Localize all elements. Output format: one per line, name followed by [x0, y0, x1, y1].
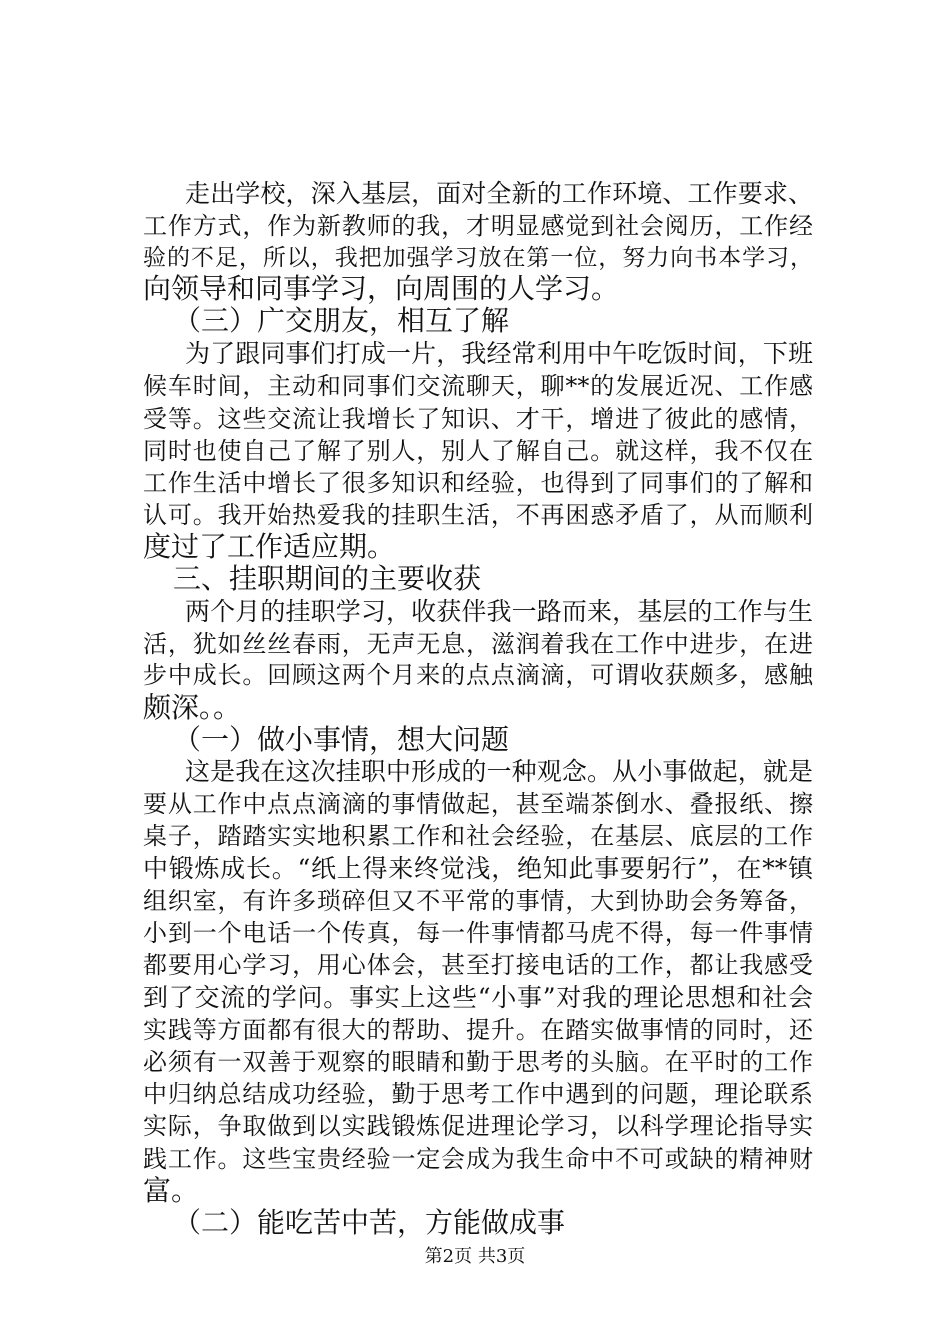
- paragraph-line: 富。: [143, 1174, 200, 1207]
- paragraph-line: 工作方式，作为新教师的我，才明显感觉到社会阅历，工作经: [143, 212, 813, 240]
- paragraph-line: 组织室，有许多琐碎但又不平常的事情，大到协助会务筹备，: [143, 887, 813, 915]
- paragraph-line: 中归纳总结成功经验，勤于思考工作中遇到的问题，理论联系: [143, 1080, 813, 1108]
- paragraph-line: 颇深。。: [143, 691, 242, 724]
- paragraph-line: 到了交流的学问。事实上这些“小事”对我的理论思想和社会: [143, 983, 813, 1012]
- paragraph-line: 这是我在这次挂职中形成的一种观念。从小事做起，就是: [185, 757, 813, 786]
- paragraph-line: 践工作。这些宝贵经验一定会成为我生命中不可或缺的精神财: [143, 1145, 813, 1173]
- paragraph-line: 步中成长。回顾这两个月来的点点滴滴，可谓收获颇多，感触: [143, 661, 813, 689]
- paragraph-line: 实践等方面都有很大的帮助、提升。在踏实做事情的同时，还: [143, 1016, 813, 1044]
- section-heading: 三、挂职期间的主要收获: [173, 562, 482, 595]
- paragraph-line: 走出学校，深入基层，面对全新的工作环境、工作要求、: [185, 179, 813, 208]
- paragraph-line: 向领导和同事学习，向周围的人学习。: [143, 272, 620, 305]
- section-heading: （三）广交朋友，相互了解: [173, 304, 510, 337]
- page-footer: 第2页 共3页: [424, 1246, 526, 1267]
- paragraph-line: 同时也使自己了解了别人，别人了解自己。就这样，我不仅在: [143, 437, 813, 465]
- section-heading: （二）能吃苦中苦，方能做成事: [173, 1206, 566, 1239]
- paragraph-line: 两个月的挂职学习，收获伴我一路而来，基层的工作与生: [185, 597, 813, 626]
- paragraph-line: 为了跟同事们打成一片，我经常利用中午吃饭时间，下班: [185, 339, 813, 368]
- paragraph-line: 小到一个电话一个传真，每一件事情都马虎不得，每一件事情: [143, 919, 813, 947]
- paragraph-line: 活，犹如丝丝春雨，无声无息，滋润着我在工作中进步，在进: [143, 630, 813, 658]
- paragraph-line: 必须有一双善于观察的眼睛和勤于思考的头脑。在平时的工作: [143, 1048, 813, 1076]
- paragraph-line: 度过了工作适应期。: [143, 530, 396, 563]
- paragraph-line: 认可。我开始热爱我的挂职生活，不再困惑矛盾了，从而顺利: [143, 501, 813, 529]
- paragraph-line: 受等。这些交流让我增长了知识、才干，增进了彼此的感情，: [143, 405, 813, 433]
- section-heading: （一）做小事情，想大问题: [173, 723, 510, 756]
- paragraph-line: 验的不足，所以，我把加强学习放在第一位，努力向书本学习，: [143, 245, 813, 271]
- paragraph-line: 要从工作中点点滴滴的事情做起，甚至端茶倒水、叠报纸、擦: [143, 790, 813, 818]
- paragraph-line: 桌子，踏踏实实地积累工作和社会经验，在基层、底层的工作: [143, 822, 813, 850]
- paragraph-line: 中锻炼成长。“纸上得来终觉浅，绝知此事要躬行”，在**镇: [143, 854, 813, 883]
- paragraph-line: 候车时间，主动和同事们交流聊天，聊**的发展近况、工作感: [143, 372, 813, 400]
- paragraph-line: 实际，争取做到以实践锻炼促进理论学习，以科学理论指导实: [143, 1112, 813, 1140]
- paragraph-line: 工作生活中增长了很多知识和经验，也得到了同事们的了解和: [143, 469, 813, 497]
- paragraph-line: 都要用心学习，用心体会，甚至打接电话的工作，都让我感受: [143, 951, 813, 979]
